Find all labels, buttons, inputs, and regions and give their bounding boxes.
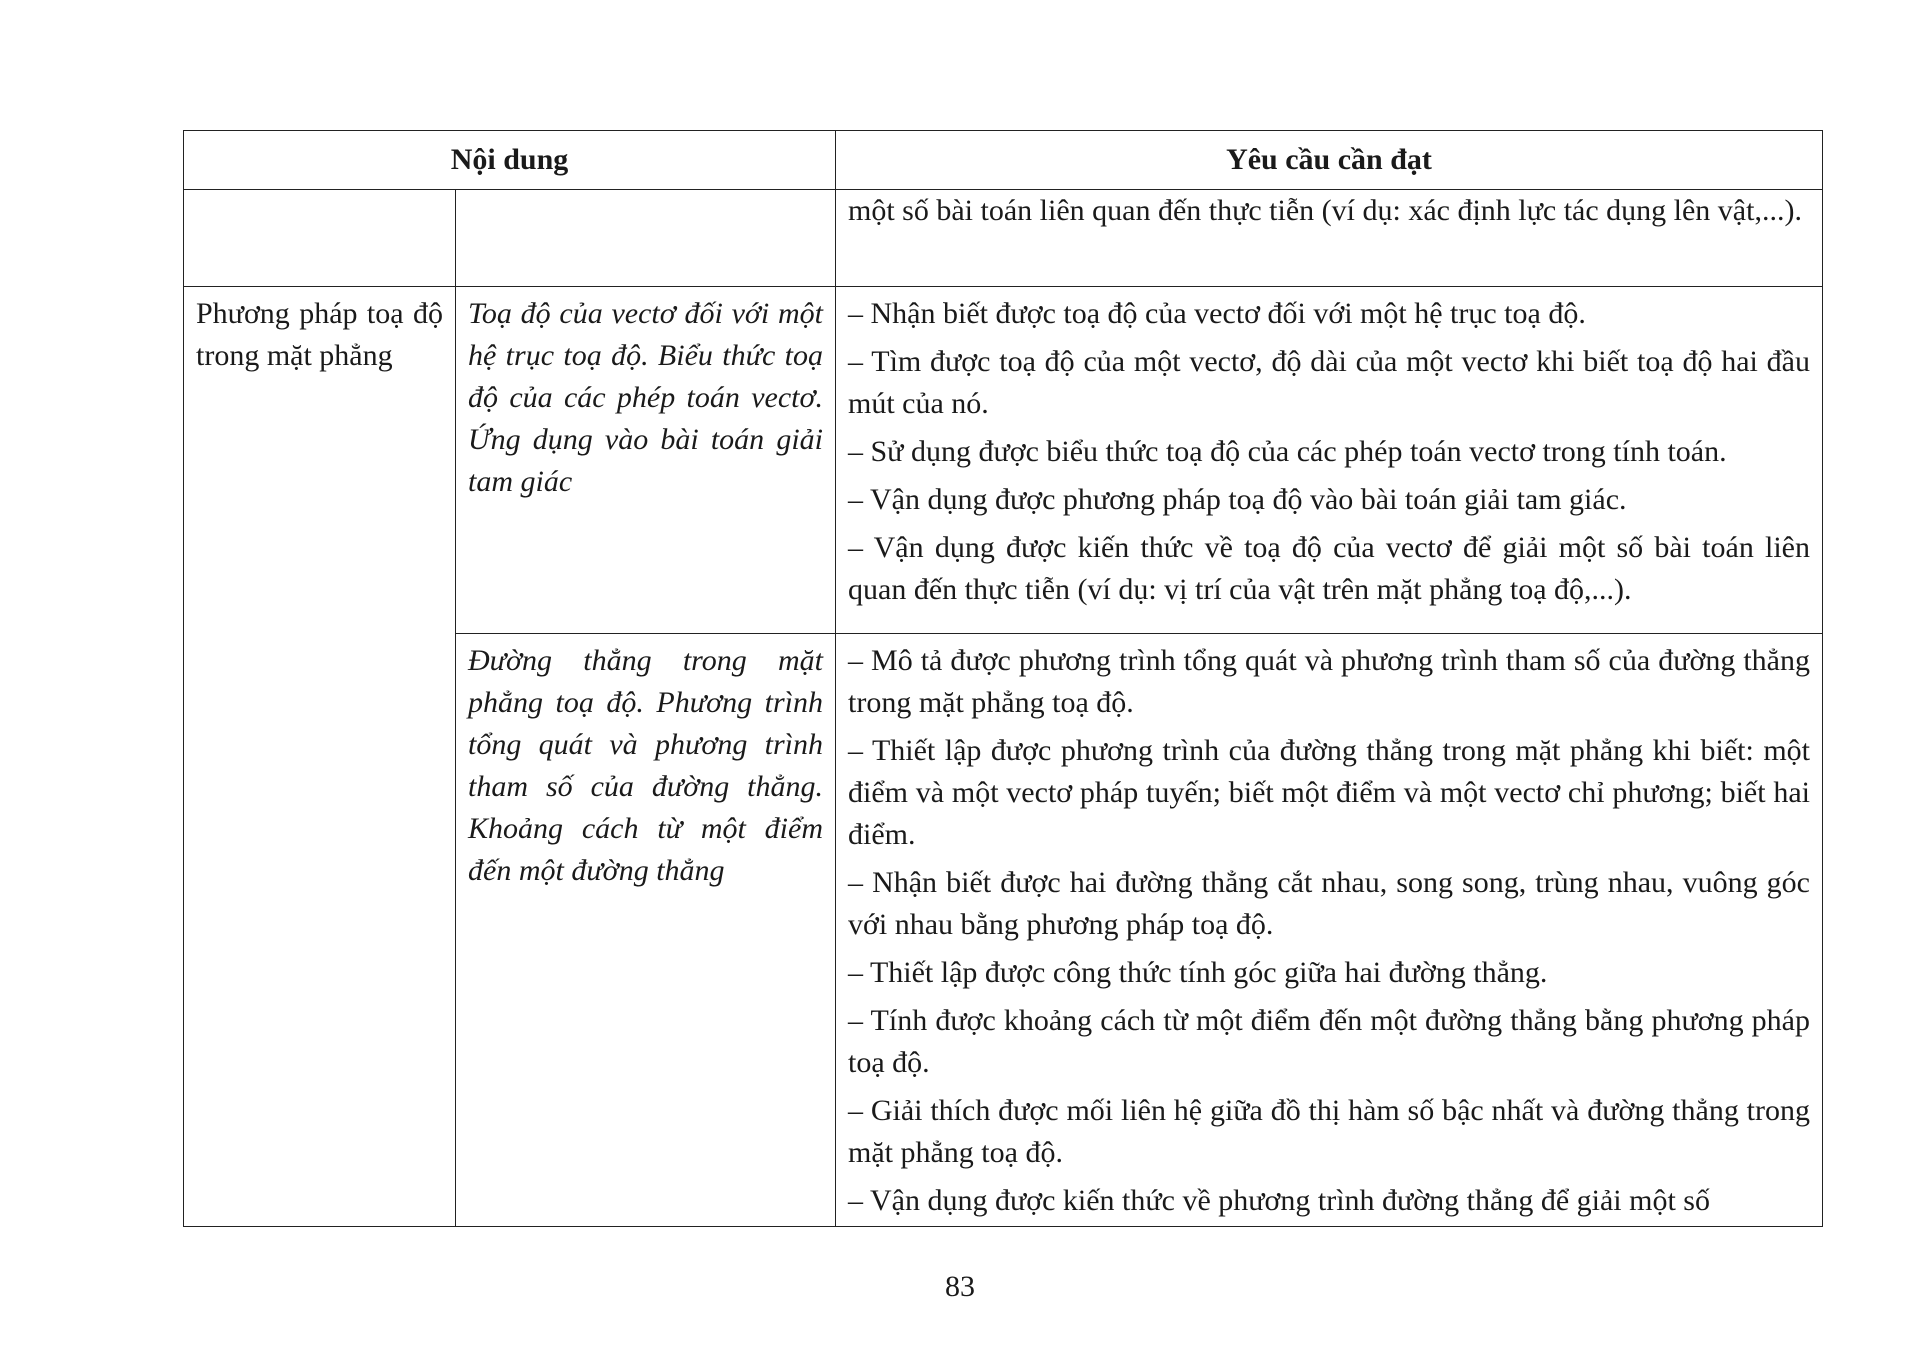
header-requirements: Yêu cầu cần đạt — [836, 131, 1823, 190]
requirements-cell — [836, 190, 1823, 287]
requirement-item: – Mô tả được phương trình tổng quát và phương trình tham số của đường thẳng trong mặt phẳng toạ độ. — [848, 644, 1810, 719]
topic-cell-empty — [184, 190, 456, 287]
topic-cell — [184, 287, 456, 1227]
requirements-cell — [836, 634, 1823, 1227]
requirement-item: – Thiết lập được công thức tính góc giữa hai đường thẳng. — [848, 956, 1548, 989]
requirements-list — [848, 287, 1810, 611]
header-content: Nội dung — [184, 131, 836, 190]
requirement-item: – Tính được khoảng cách từ một điểm đến một đường thẳng bằng phương pháp toạ độ. — [848, 1004, 1810, 1079]
table-row-continuation — [184, 190, 1823, 287]
requirements-cell — [836, 287, 1823, 634]
content-cell — [456, 287, 836, 634]
requirements-list — [848, 634, 1810, 1222]
content-cell-empty — [456, 190, 836, 287]
curriculum-table — [183, 130, 1823, 1227]
requirement-item: – Tìm được toạ độ của một vectơ, độ dài của một vectơ khi biết toạ độ hai đầu mút của nó. — [848, 345, 1810, 420]
table-row-vector-coordinates — [184, 287, 1823, 634]
requirement-item: một số bài toán liên quan đến thực tiễn (ví dụ: xác định lực tác dụng lên vật,...). — [848, 194, 1802, 227]
page-number: 83 — [945, 1270, 975, 1303]
requirement-item: – Thiết lập được phương trình của đường thẳng trong mặt phẳng khi biết: một điểm và một vectơ pháp tuyến; biết một điểm và một vectơ chỉ phương; biết hai điểm. — [848, 734, 1810, 851]
content-text: Đường thẳng trong mặt phẳng toạ độ. Phương trình tổng quát và phương trình tham số của đường thẳng. Khoảng cách từ một điểm đến một đường thẳng — [468, 644, 823, 887]
requirement-item: – Vận dụng được phương pháp toạ độ vào bài toán giải tam giác. — [848, 483, 1627, 516]
table-header-row — [184, 131, 1823, 190]
topic-text: Phương pháp toạ độ trong mặt phẳng — [196, 297, 443, 372]
requirements-list — [848, 190, 1810, 232]
requirement-item: – Nhận biết được toạ độ của vectơ đối với một hệ trục toạ độ. — [848, 297, 1586, 330]
content-text: Toạ độ của vectơ đối với một hệ trục toạ độ. Biểu thức toạ độ của các phép toán vectơ. Ứng dụng vào bài toán giải tam giác — [468, 297, 823, 498]
requirement-item: – Vận dụng được kiến thức về toạ độ của vectơ để giải một số bài toán liên quan đến thực tiễn (ví dụ: vị trí của vật trên mặt phẳng toạ độ,...). — [848, 531, 1810, 606]
requirement-item: – Giải thích được mối liên hệ giữa đồ thị hàm số bậc nhất và đường thẳng trong mặt phẳng toạ độ. — [848, 1094, 1810, 1169]
requirement-item: – Vận dụng được kiến thức về phương trình đường thẳng để giải một số — [848, 1184, 1710, 1217]
requirement-item: – Nhận biết được hai đường thẳng cắt nhau, song song, trùng nhau, vuông góc với nhau bằng phương pháp toạ độ. — [848, 866, 1810, 941]
requirement-item: – Sử dụng được biểu thức toạ độ của các phép toán vectơ trong tính toán. — [848, 435, 1727, 468]
content-cell — [456, 634, 836, 1227]
